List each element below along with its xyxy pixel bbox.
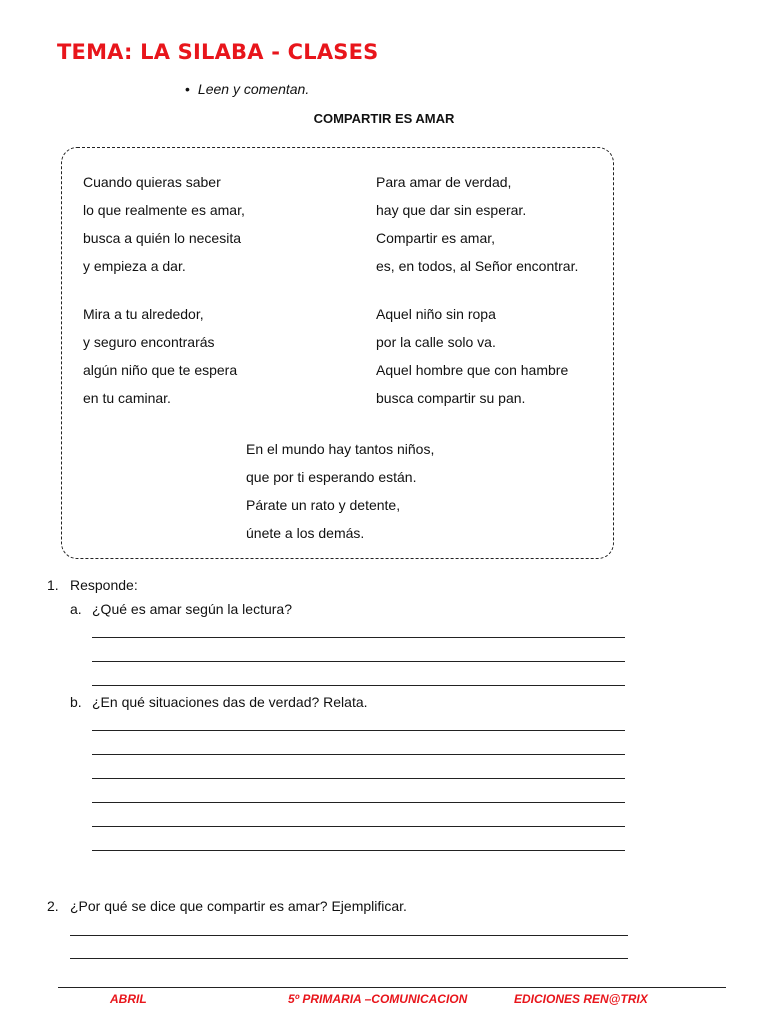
question-1-number: 1. bbox=[47, 577, 59, 593]
poem-line: Cuando quieras saber bbox=[83, 174, 221, 190]
question-b-letter: b. bbox=[70, 694, 82, 710]
answer-line[interactable] bbox=[92, 778, 625, 779]
page-title: TEMA: LA SILABA - CLASES bbox=[57, 40, 379, 64]
poem-line: Párate un rato y detente, bbox=[246, 497, 401, 513]
poem-center-stanza bbox=[246, 435, 434, 547]
poem-line: algún niño que te espera bbox=[83, 362, 238, 378]
poem-line: busca compartir su pan. bbox=[376, 390, 526, 406]
poem-line: Aquel niño sin ropa bbox=[376, 306, 496, 322]
poem-line: que por ti esperando están. bbox=[246, 469, 417, 485]
question-b-text: ¿En qué situaciones das de verdad? Relata. bbox=[92, 694, 368, 710]
footer-center: 5º PRIMARIA –COMUNICACION bbox=[288, 992, 468, 1006]
poem-line: busca a quién lo necesita bbox=[83, 230, 241, 246]
poem-line: En el mundo hay tantos niños, bbox=[246, 441, 435, 457]
instruction-text: Leen y comentan. bbox=[197, 81, 310, 97]
answer-line[interactable] bbox=[92, 661, 625, 662]
poem-line: lo que realmente es amar, bbox=[83, 202, 245, 218]
poem-line: Compartir es amar, bbox=[376, 230, 496, 246]
poem-left-column bbox=[83, 168, 245, 412]
poem-line: hay que dar sin esperar. bbox=[376, 202, 527, 218]
poem-line: únete a los demás. bbox=[246, 525, 365, 541]
footer-right: EDICIONES REN@TRIX bbox=[514, 992, 648, 1006]
answer-line[interactable] bbox=[92, 826, 625, 827]
question-a-text: ¿Qué es amar según la lectura? bbox=[92, 601, 292, 617]
footer-divider bbox=[58, 987, 726, 988]
answer-line[interactable] bbox=[70, 958, 628, 959]
bullet: • bbox=[185, 81, 190, 97]
question-2-number: 2. bbox=[47, 898, 59, 914]
question-a-letter: a. bbox=[70, 601, 82, 617]
poem-line: y empieza a dar. bbox=[83, 258, 186, 274]
question-1-label: Responde: bbox=[70, 577, 138, 593]
poem-line: y seguro encontrarás bbox=[83, 334, 215, 350]
answer-line[interactable] bbox=[92, 754, 625, 755]
poem-line: Para amar de verdad, bbox=[376, 174, 512, 190]
poem-title-text: COMPARTIR ES AMAR bbox=[313, 111, 455, 126]
answer-line[interactable] bbox=[92, 637, 625, 638]
answer-line[interactable] bbox=[92, 802, 625, 803]
answer-line[interactable] bbox=[92, 730, 625, 731]
poem-line: en tu caminar. bbox=[83, 390, 171, 406]
poem-title bbox=[0, 111, 768, 126]
footer-left: ABRIL bbox=[110, 992, 147, 1006]
poem-line: Mira a tu alrededor, bbox=[83, 306, 204, 322]
poem-line: es, en todos, al Señor encontrar. bbox=[376, 258, 579, 274]
answer-line[interactable] bbox=[70, 935, 628, 936]
question-2-text: ¿Por qué se dice que compartir es amar? Ejemplificar. bbox=[70, 898, 407, 914]
poem-right-column bbox=[376, 168, 578, 412]
poem-line: Aquel hombre que con hambre bbox=[376, 362, 569, 378]
poem-line: por la calle solo va. bbox=[376, 334, 496, 350]
answer-line[interactable] bbox=[92, 685, 625, 686]
answer-line[interactable] bbox=[92, 850, 625, 851]
instruction bbox=[185, 81, 309, 97]
